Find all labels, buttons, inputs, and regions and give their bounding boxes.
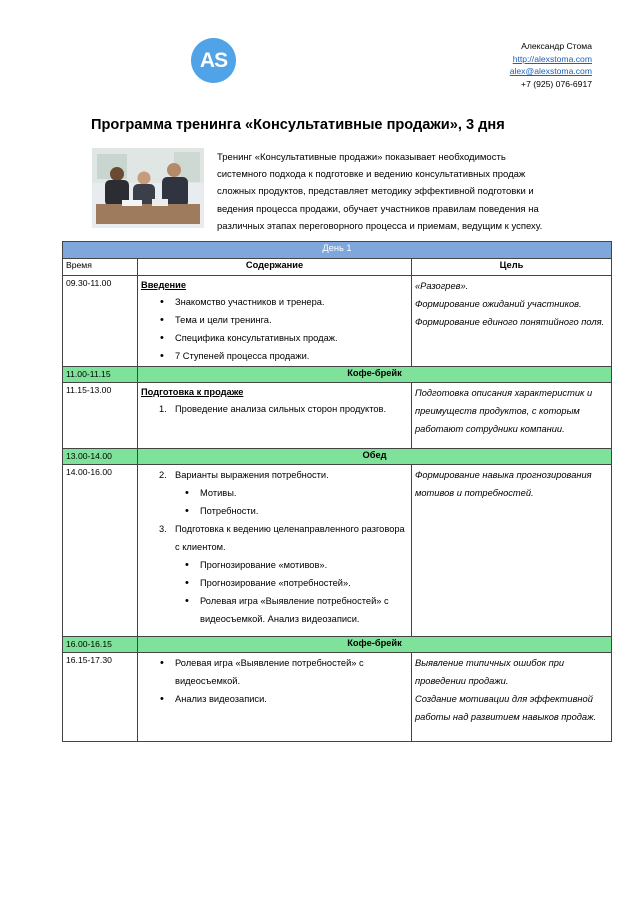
lunch-time: 13.00-14.00	[63, 449, 138, 465]
row-content	[138, 383, 412, 449]
row-content	[138, 653, 412, 742]
intro-text: Тренинг «Консультативные продажи» показывает необходимость системного подхода к подготовке и ведению консультативных продаж сложных продуктов, представляет методику эффективной подготовки и ведения процесса продажи, обучает участников правилам поведения на различных этапах переговорного процесса и приемам, ведущим к успеху.	[217, 152, 543, 232]
website-link[interactable]: http://alexstoma.com	[512, 53, 592, 64]
sub-list-item: • Прогнозирование «мотивов».	[141, 556, 408, 574]
break-row	[63, 637, 612, 653]
break-label: Кофе-брейк	[138, 367, 612, 383]
goal-line: «Разогрев».	[415, 281, 469, 291]
author-name: Александр Стома	[521, 41, 592, 51]
list-item: • Ролевая игра «Выявление потребностей» с видеосъемкой.	[141, 654, 408, 690]
table-row	[63, 383, 612, 449]
table-row	[63, 276, 612, 367]
sub-list-item: • Ролевая игра «Выявление потребностей» с видеосъемкой. Анализ видеозаписи.	[141, 592, 408, 628]
logo	[191, 38, 236, 83]
day-header-row	[63, 242, 612, 259]
row-time: 09.30-11.00	[63, 276, 138, 367]
table-row	[63, 653, 612, 742]
sub-list-item: • Потребности.	[141, 502, 408, 520]
list-item	[141, 466, 408, 484]
section-title: Подготовка к продаже	[141, 387, 244, 397]
row-time: 14.00-16.00	[63, 465, 138, 637]
header-time: Время	[63, 259, 138, 276]
day-label: День 1	[63, 242, 612, 259]
list-item	[141, 400, 408, 418]
list-item	[141, 520, 408, 556]
item-text: Варианты выражения потребности.	[175, 470, 329, 480]
email-link[interactable]: alex@alexstoma.com	[509, 66, 592, 76]
header-goal: Цель	[412, 259, 612, 276]
sub-list-item: • Прогнозирование «потребностей».	[141, 574, 408, 592]
schedule-table	[62, 241, 612, 742]
goal-line: Формирование единого понятийного поля.	[415, 317, 605, 327]
phone-number: +7 (925) 076-6917	[521, 78, 592, 89]
row-time: 11.15-13.00	[63, 383, 138, 449]
page-title: Программа тренинга «Консультативные продажи», 3 дня	[91, 117, 505, 133]
row-goal: Подготовка описания характеристик и преимуществ продуктов, с которым работают сотрудники компании.	[412, 383, 612, 449]
item-number: 2.	[159, 470, 167, 480]
goal-line: Выявление типичных ошибок при проведении продажи.	[415, 658, 565, 686]
header-content: Содержание	[138, 259, 412, 276]
item-text: Подготовка к ведению целенаправленного разговора с клиентом.	[175, 524, 405, 552]
section-title: Введение	[141, 280, 187, 290]
list-item: • Анализ видеозаписи.	[141, 690, 408, 708]
row-time: 16.15-17.30	[63, 653, 138, 742]
row-goal: Формирование навыка прогнозирования мотивов и потребностей.	[412, 465, 612, 637]
lunch-row	[63, 449, 612, 465]
break-row	[63, 367, 612, 383]
item-text: Проведение анализа сильных сторон продуктов.	[175, 404, 387, 414]
row-content	[138, 465, 412, 637]
goal-line: Формирование ожиданий участников.	[415, 299, 582, 309]
goal-line: Создание мотивации для эффективной работы над развитием навыков продаж.	[415, 694, 597, 722]
list-item: • Специфика консультативных продаж.	[141, 329, 408, 347]
break-time: 16.00-16.15	[63, 637, 138, 653]
row-content	[138, 276, 412, 367]
training-photo	[92, 148, 204, 228]
contact-block	[510, 40, 592, 90]
list-item: • 7 Ступеней процесса продажи.	[141, 347, 408, 365]
list-item: • Знакомство участников и тренера.	[141, 293, 408, 311]
row-goal	[412, 276, 612, 367]
sub-list-item: • Мотивы.	[141, 484, 408, 502]
logo-text: AS	[199, 49, 228, 72]
list-item: • Тема и цели тренинга.	[141, 311, 408, 329]
item-number: 1.	[159, 404, 167, 414]
row-goal	[412, 653, 612, 742]
lunch-label: Обед	[138, 449, 612, 465]
item-number: 3.	[159, 524, 167, 534]
break-time: 11.00-11.15	[63, 367, 138, 383]
table-header-row	[63, 259, 612, 276]
table-row	[63, 465, 612, 637]
break-label: Кофе-брейк	[138, 637, 612, 653]
